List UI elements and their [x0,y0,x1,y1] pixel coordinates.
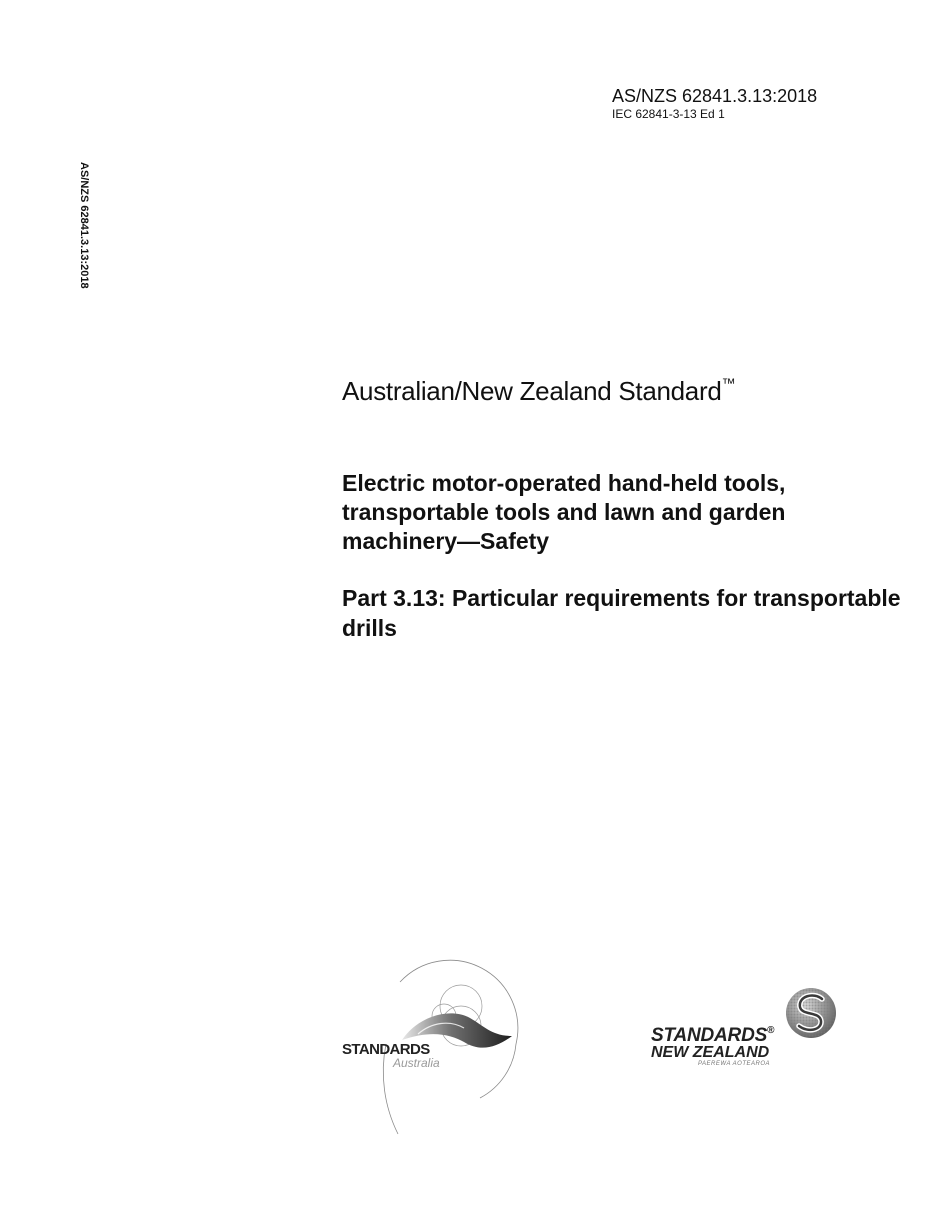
iec-number: IEC 62841-3-13 Ed 1 [612,107,725,121]
registered-symbol: ® [767,1025,775,1036]
spine-label [76,162,92,322]
standard-kind-text: Australian/New Zealand Standard [342,376,722,406]
spine-label-text: AS/NZS 62841.3.13:2018 [78,162,90,289]
standards-new-zealand-name-text: STANDARDS [651,1025,768,1046]
document-subtitle: Part 3.13: Particular requirements for transportable drills [342,585,901,641]
document-title: Electric motor-operated hand-held tools, transportable tools and lawn and garden machinery—Safety [342,470,786,554]
standard-kind [342,376,735,406]
standards-australia-name: STANDARDS [342,1041,430,1058]
standards-australia-sub: Australia [393,1056,440,1070]
standard-number: AS/NZS 62841.3.13:2018 [612,86,818,106]
standards-new-zealand-maori: PAEREWA AOTEAROA [698,1061,771,1067]
trademark-symbol: ™ [721,375,736,391]
standards-new-zealand-name [651,1026,774,1046]
standards-new-zealand-country: NEW ZEALAND [651,1044,770,1061]
standards-new-zealand-s-icon [784,986,838,1040]
